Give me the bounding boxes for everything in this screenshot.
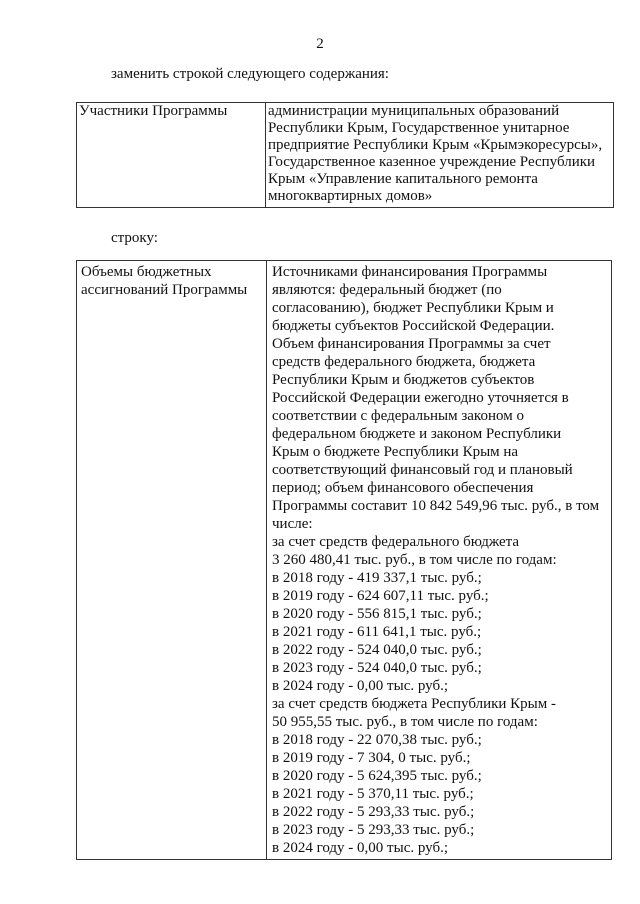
text-line: соответствии с федеральным законом о — [272, 408, 524, 424]
text-line: Источниками финансирования Программы — [272, 264, 548, 280]
table-row — [77, 261, 612, 860]
text-line: период; объем финансового обеспечения — [272, 480, 534, 496]
text-line: в 2020 году - 556 815,1 тыс. руб.; — [272, 606, 482, 622]
text-line: Программы составит 10 842 549,96 тыс. руб., в том — [272, 498, 600, 514]
budget-label-line: Объемы бюджетных — [81, 264, 212, 280]
text-line: средств федерального бюджета, бюджета — [272, 354, 536, 370]
text-line: в 2023 году - 524 040,0 тыс. руб.; — [272, 660, 482, 676]
text-line: в 2024 году - 0,00 тыс. руб.; — [272, 840, 449, 856]
text-line: бюджеты субъектов Российской Федерации. — [272, 318, 555, 334]
text-line: в 2021 году - 611 641,1 тыс. руб.; — [272, 624, 482, 640]
text-line: соответствующий финансовый год и плановый — [272, 462, 573, 478]
text-line: в 2023 году - 5 293,33 тыс. руб.; — [272, 822, 475, 838]
intro-paragraph: заменить строкой следующего содержания: — [111, 66, 389, 82]
budget-table — [76, 260, 612, 860]
text-line: администрации муниципальных образований — [268, 103, 560, 119]
text-line: Российской Федерации ежегодно уточняется в — [272, 390, 569, 406]
text-line: Государственное казенное учреждение Республики — [268, 154, 596, 170]
participants-table — [76, 102, 614, 208]
text-line: в 2018 году - 419 337,1 тыс. руб.; — [272, 570, 482, 586]
text-line: согласованию), бюджет Республики Крым и — [272, 300, 554, 316]
participants-label: Участники Программы — [79, 103, 228, 119]
text-line: за счет средств бюджета Республики Крым - — [272, 696, 556, 712]
text-line: Республики Крым и бюджетов субъектов — [272, 372, 535, 388]
text-line: предприятие Республики Крым «Крымэкоресурсы», — [268, 137, 603, 153]
budget-value-cell — [267, 261, 612, 860]
budget-label-cell — [77, 261, 267, 860]
text-line: в 2022 году - 524 040,0 тыс. руб.; — [272, 642, 482, 658]
text-line: Крым о бюджете Республики Крым на — [272, 444, 519, 460]
text-line: Объем финансирования Программы за счет — [272, 336, 551, 352]
budget-label-line: ассигнований Программы — [81, 282, 248, 298]
text-line: в 2024 году - 0,00 тыс. руб.; — [272, 678, 449, 694]
text-line: в 2018 году - 22 070,38 тыс. руб.; — [272, 732, 482, 748]
text-line: являются: федеральный бюджет (по — [272, 282, 502, 298]
participants-value-cell — [266, 103, 614, 208]
second-paragraph: строку: — [111, 230, 158, 246]
text-line: в 2021 году - 5 370,11 тыс. руб.; — [272, 786, 474, 802]
text-line: числе: — [272, 516, 313, 532]
text-line: в 2019 году - 7 304, 0 тыс. руб.; — [272, 750, 471, 766]
text-line: Республики Крым, Государственное унитарное — [268, 120, 570, 136]
text-line: 50 955,55 тыс. руб., в том числе по годам: — [272, 714, 538, 730]
text-line: 3 260 480,41 тыс. руб., в том числе по годам: — [272, 552, 557, 568]
page-number: 2 — [316, 36, 324, 52]
text-line: федеральном бюджете и законом Республики — [272, 426, 562, 442]
text-line: в 2019 году - 624 607,11 тыс. руб.; — [272, 588, 489, 604]
text-line: в 2020 году - 5 624,395 тыс. руб.; — [272, 768, 482, 784]
text-line: Крым «Управление капитального ремонта — [268, 171, 538, 187]
participants-label-cell — [77, 103, 266, 208]
text-line: многоквартирных домов» — [268, 188, 433, 204]
text-line: за счет средств федерального бюджета — [272, 534, 520, 550]
text-line: в 2022 году - 5 293,33 тыс. руб.; — [272, 804, 475, 820]
table-row — [77, 103, 614, 208]
